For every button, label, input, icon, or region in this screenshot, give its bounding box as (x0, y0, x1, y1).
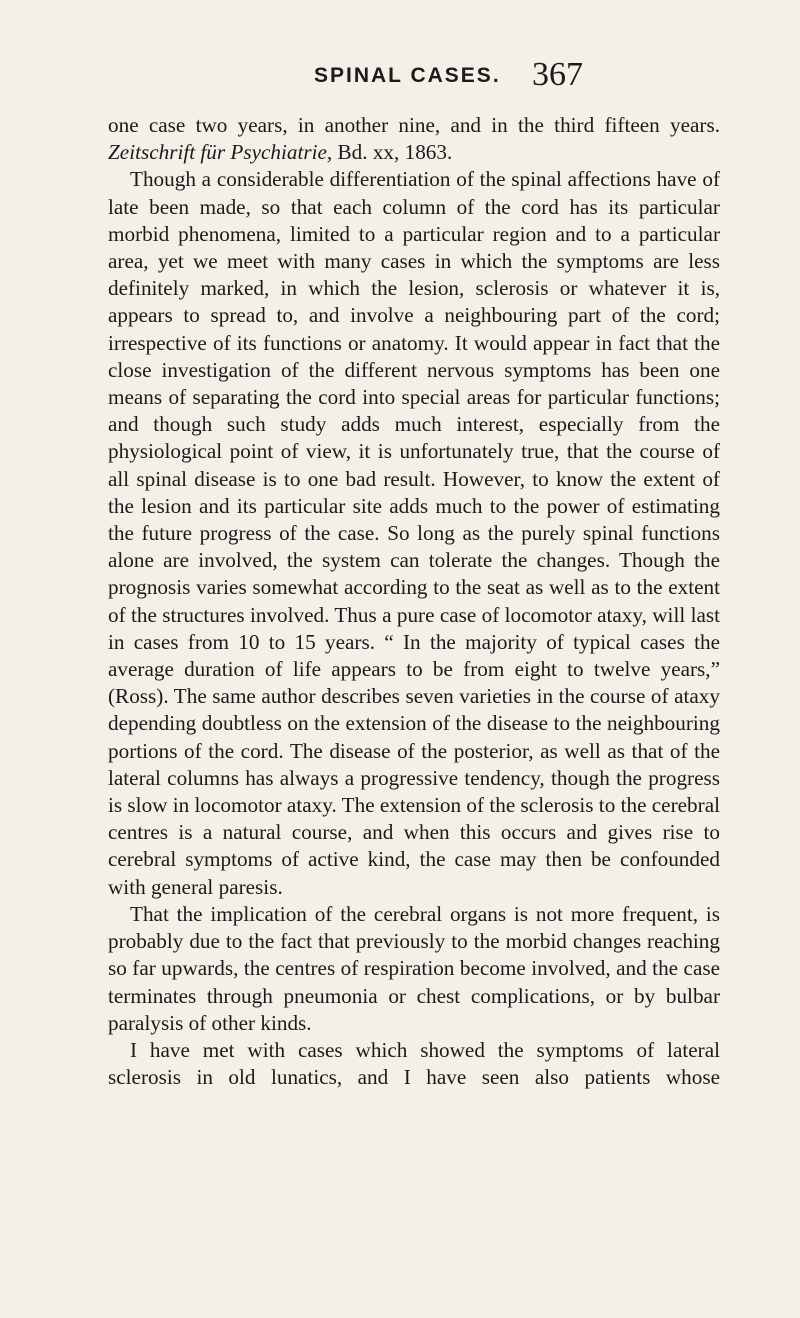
page-number: 367 (532, 56, 583, 93)
page-header (0, 56, 800, 102)
journal-citation: Zeitschrift für Psychiatrie, (108, 140, 333, 165)
paragraph-1-tail: Bd. xx, 1863. (332, 140, 453, 165)
paragraph-4: I have met with cases which showed the symptoms of lateral sclerosis in old lunatics, and I have seen also patients whose (108, 1037, 720, 1090)
paragraph-2: Though a considerable differentiation of the spinal affections have of late been made, so that each column of the cord has its particular morbid phenomena, limited to a particular region and to a particular area, yet we meet with many cases in which the symptoms are less definitely marked, in which the lesion, sclerosis or whatever it is, appears to spread to, and involve a neighbouring part of the cord; irrespective of its functions or anatomy. It would appear in fact that the close investigation of the different nervous symptoms has been one means of separating the cord into special areas for particular functions; and though such study adds much interest, especially from the physiological point of view, it is unfortunately true, that the course of all spinal disease is to one bad result. However, to know the extent of the lesion and its particular site adds much to the power of estimating the future progress of the case. So long as the purely spinal functions alone are involved, the system can tolerate the changes. Though the prognosis varies somewhat according to the seat as well as to the extent of the structures involved. Thus a pure case of locomotor ataxy, will last in cases from 10 to 15 years. “ In the majority of typical cases the average duration of life appears to be from eight to twelve years,” (Ross). The same author describes seven varieties in the course of ataxy depending doubtless on the extension of the disease to the neighbouring portions of the cord. The disease of the posterior, as well as that of the lateral columns has always a progressive tendency, though the progress is slow in locomotor ataxy. The extension of the sclerosis to the cerebral centres is a natural course, and when this occurs and gives rise to cerebral symptoms of active kind, the case may then be confounded with general paresis. (108, 167, 720, 899)
paragraph-3: That the implication of the cerebral organs is not more frequent, is probably due to the fact that previously to the morbid changes reaching so far upwards, the centres of respiration become involved, and the case terminates through pneumonia or chest complications, or by bulbar paralysis of other kinds. (108, 901, 720, 1035)
running-head: SPINAL CASES. (314, 64, 501, 87)
paragraph-1-lead: one case two years, in another nine, and in the third fifteen years. (108, 113, 720, 137)
body-text (108, 112, 720, 1091)
paragraph-1 (108, 112, 720, 166)
